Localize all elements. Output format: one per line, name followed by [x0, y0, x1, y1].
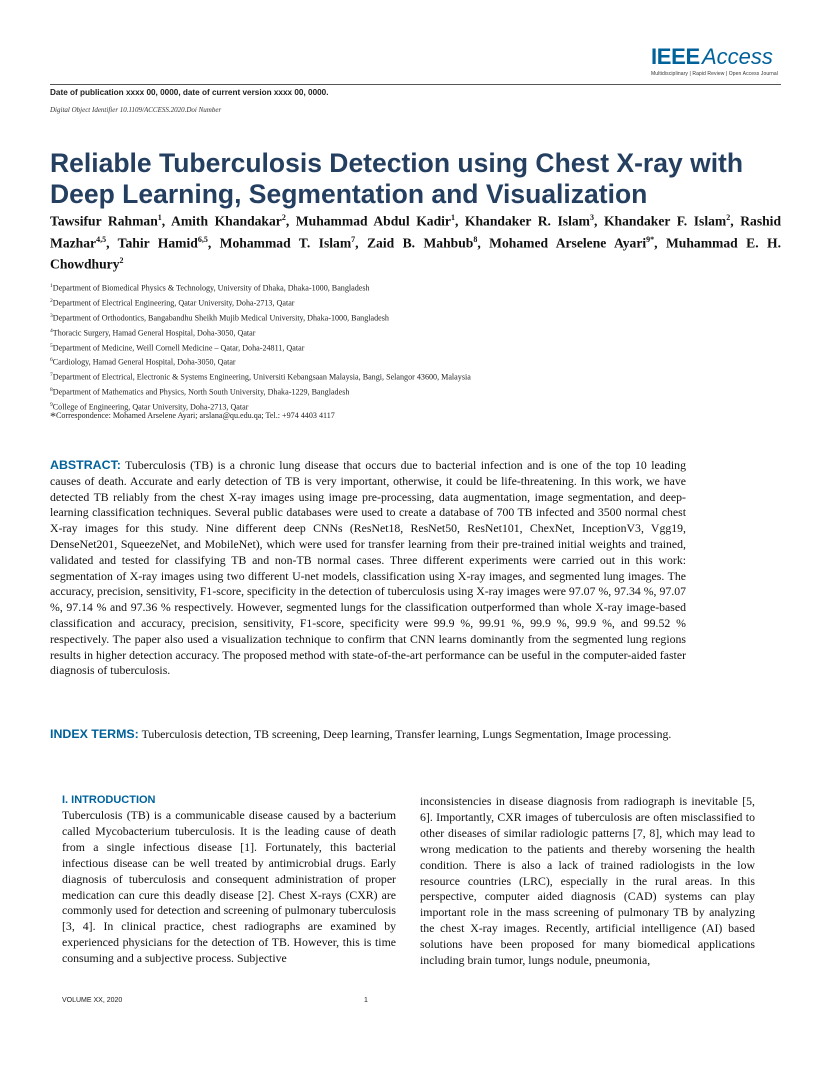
abstract-text: Tuberculosis (TB) is a chronic lung disease that occurs due to bacterial infection and is one of the top 10 leading causes of death. Accurate and early detection of TB is very important, otherwise, it could be life-threatening. In this work, we have detected TB reliably from the chest X-ray images using image pre-processing, data augmentation, image segmentation, and deep-learning classification techniques. Several public databases were used to create a database of 700 TB infected and 3500 normal chest X-ray images for this study. Nine different deep CNNs (ResNet18, ResNet50, ResNet101, ChexNet, InceptionV3, Vgg19, DenseNet201, SqueezeNet, and MobileNet), which were used for transfer learning from their pre-trained initial weights and trained, validated and tested for classifying TB and non-TB normal cases. Three different experiments were carried out in this work: segmentation of X-ray images using two different U-net models, classification using X-ray images, and segmented lung images. The accuracy, precision, sensitivity, F1-score, specificity in the detection of tuberculosis using X-ray images were 97.07 %, 97.34 %, 97.07 %, 97.14 % and 97.36 % respectively. However, segmented lungs for the classification outperformed than whole X-ray image-based classification and accuracy, precision, sensitivity, F1-score, specificity were 99.9 %, 99.91 %, 99.9 %, 99.9 %, and 99.52 % respectively. The paper also used a visualization technique to confirm that CNN learns dominantly from the segmented lung regions results in higher detection accuracy. The proposed method with state-of-the-art performance can be useful in the computer-aided faster diagnosis of tuberculosis.	[50, 458, 686, 678]
affiliation-item	[50, 384, 471, 399]
author-affiliation-mark: 7	[351, 234, 356, 244]
affiliation-item	[50, 340, 471, 355]
correspondence-text: Correspondence: Mohamed Arselene Ayari; arslana@qu.edu.qa; Tel.: +974 4403 4117	[56, 411, 335, 420]
author-separator: ,	[355, 235, 367, 251]
ieee-access-logo	[651, 46, 781, 82]
intro-column-right: inconsistencies in disease diagnosis from radiograph is inevitable [5, 6]. Importantly, CXR images of tuberculosis are often misclassified to other diseases of similar radiologic patterns [7, 8], which may lead to wrong medication to the patients and thereby worsening the health condition. There is also a lack of trained radiologists in the low resource countries (LRC), especially in the rural areas. In this perspective, computer aided diagnosis (CAD) systems can play important role in the mass screening of pulmonary TB by analyzing the chest X-ray images. Recently, artificial intelligence (AI) based solutions have been proposed for many biomedical applications including brain tumor, lungs nodule, pneumonia,	[420, 794, 755, 968]
author-name: Rashid Mazhar	[50, 213, 782, 251]
affiliation-number: 4	[50, 327, 53, 334]
affiliation-number: 1	[50, 283, 53, 289]
affiliation-number: 6	[50, 357, 53, 364]
author-separator: ,	[106, 235, 118, 251]
abstract-label: ABSTRACT:	[50, 458, 121, 472]
affiliation-item	[50, 369, 471, 384]
page-number: 1	[364, 997, 368, 1004]
logo-tagline: Multidisciplinary | Rapid Review | Open Access Journal	[651, 71, 778, 77]
affiliation-number: 3	[50, 312, 53, 319]
affiliation-text: Department of Electrical Engineering, Qatar University, Doha-2713, Qatar	[52, 298, 295, 308]
author-name: Mohammad T. Islam	[219, 235, 352, 251]
author-affiliation-mark: 6,5	[197, 234, 208, 244]
footer-volume: VOLUME XX, 2020	[62, 997, 123, 1004]
affiliation-list	[50, 280, 471, 414]
author-affiliation-mark: 3	[589, 213, 594, 222]
section-heading-introduction: I. INTRODUCTION	[62, 794, 156, 806]
header-divider	[50, 84, 781, 85]
author-name: Tawsifur Rahman	[50, 213, 158, 229]
affiliation-item	[50, 310, 471, 325]
affiliation-text: Department of Biomedical Physics & Technology, University of Dhaka, Dhaka-1000, Bangladesh	[52, 283, 370, 293]
author-name: Muhammad Abdul Kadir	[295, 213, 451, 229]
author-list	[50, 209, 781, 274]
author-separator: ,	[207, 235, 220, 251]
author-affiliation-mark: 2	[281, 213, 286, 222]
doi-line: Digital Object Identifier 10.1109/ACCESS.2020.Doi Number	[50, 106, 222, 114]
affiliation-number: 8	[50, 387, 53, 394]
correspondence-star: *	[50, 409, 56, 423]
affiliation-item	[50, 280, 471, 295]
affiliation-text: Department of Orthodontics, Bangabandhu Sheikh Mujib Medical University, Dhaka-1000, Bangladesh	[52, 313, 389, 323]
affiliation-item	[50, 295, 471, 310]
author-name: Khandaker F. Islam	[603, 213, 727, 229]
author-separator: ,	[285, 213, 296, 229]
author-affiliation-mark: 2	[119, 256, 124, 266]
index-terms	[50, 726, 686, 742]
index-terms-label: INDEX TERMS:	[50, 727, 139, 741]
publication-date: Date of publication xxxx 00, 0000, date of current version xxxx 00, 0000.	[50, 88, 329, 97]
logo-ieee-text: IEEE	[651, 44, 700, 69]
affiliation-number: 7	[50, 372, 53, 379]
author-name: Muhammad E. H. Chowdhury	[50, 235, 781, 272]
author-name: Tahir Hamid	[117, 235, 198, 251]
paper-title: Reliable Tuberculosis Detection using Chest X-ray with Deep Learning, Segmentation and Visualization	[50, 148, 744, 209]
index-terms-text: Tuberculosis detection, TB screening, Deep learning, Transfer learning, Lungs Segmentation, Image processing.	[141, 727, 672, 741]
author-name: Khandaker R. Islam	[464, 213, 590, 229]
affiliation-item	[50, 325, 471, 340]
affiliation-text: Department of Medicine, Weill Cornell Medicine – Qatar, Doha-24811, Qatar	[52, 343, 305, 353]
author-name: Mohamed Arselene Ayari	[489, 235, 647, 251]
intro-column-left: Tuberculosis (TB) is a communicable disease caused by a bacterium called Mycobacterium tuberculosis. It is the leading cause of death from a single infectious disease [1]. Fortunately, this bacterial infectious disease can be well treated by antimicrobial drugs. Early diagnosis of tuberculosis and consequent administration of proper medication can cure this deadly disease [2]. Chest X-rays (CXR) are commonly used for detection and screening of pulmonary tuberculosis [3, 4]. In clinical practice, chest radiographs are examined by experienced physicians for the detection of TB. However, this is time consuming and a subjective process. Subjective	[62, 808, 396, 966]
author-name: Amith Khandakar	[171, 213, 282, 229]
author-separator: ,	[654, 235, 666, 251]
author-affiliation-mark: 1	[450, 213, 455, 222]
affiliation-text: Thoracic Surgery, Hamad General Hospital, Doha-3050, Qatar	[52, 328, 256, 338]
author-name: Zaid B. Mahbub	[366, 235, 474, 251]
correspondence-line	[50, 409, 335, 424]
affiliation-item	[50, 354, 471, 369]
author-affiliation-mark: 2	[726, 213, 731, 222]
affiliation-number: 2	[50, 297, 53, 304]
author-affiliation-mark: 9*	[646, 234, 655, 244]
affiliation-text: Cardiology, Hamad General Hospital, Doha-3050, Qatar	[52, 358, 236, 368]
affiliation-text: College of Engineering, Qatar University, Doha-2713, Qatar	[52, 402, 249, 412]
author-affiliation-mark: 4,5	[96, 234, 107, 244]
author-affiliation-mark: 1	[157, 213, 162, 222]
author-separator: ,	[454, 213, 465, 229]
affiliation-number: 5	[50, 342, 53, 349]
author-separator: ,	[161, 213, 172, 229]
abstract	[50, 458, 686, 679]
author-separator: ,	[593, 213, 604, 229]
affiliation-number: 9	[50, 402, 53, 409]
author-affiliation-mark: 8	[473, 234, 478, 244]
author-separator: ,	[730, 213, 741, 229]
affiliation-text: Department of Electrical, Electronic & Systems Engineering, Universiti Kebangsaan Malaysia, Bangi, Selangor 43600, Malaysia	[52, 373, 471, 383]
author-separator: ,	[477, 235, 490, 251]
affiliation-text: Department of Mathematics and Physics, North South University, Dhaka-1229, Bangladesh	[52, 387, 350, 397]
logo-access-text: Access	[701, 44, 773, 69]
